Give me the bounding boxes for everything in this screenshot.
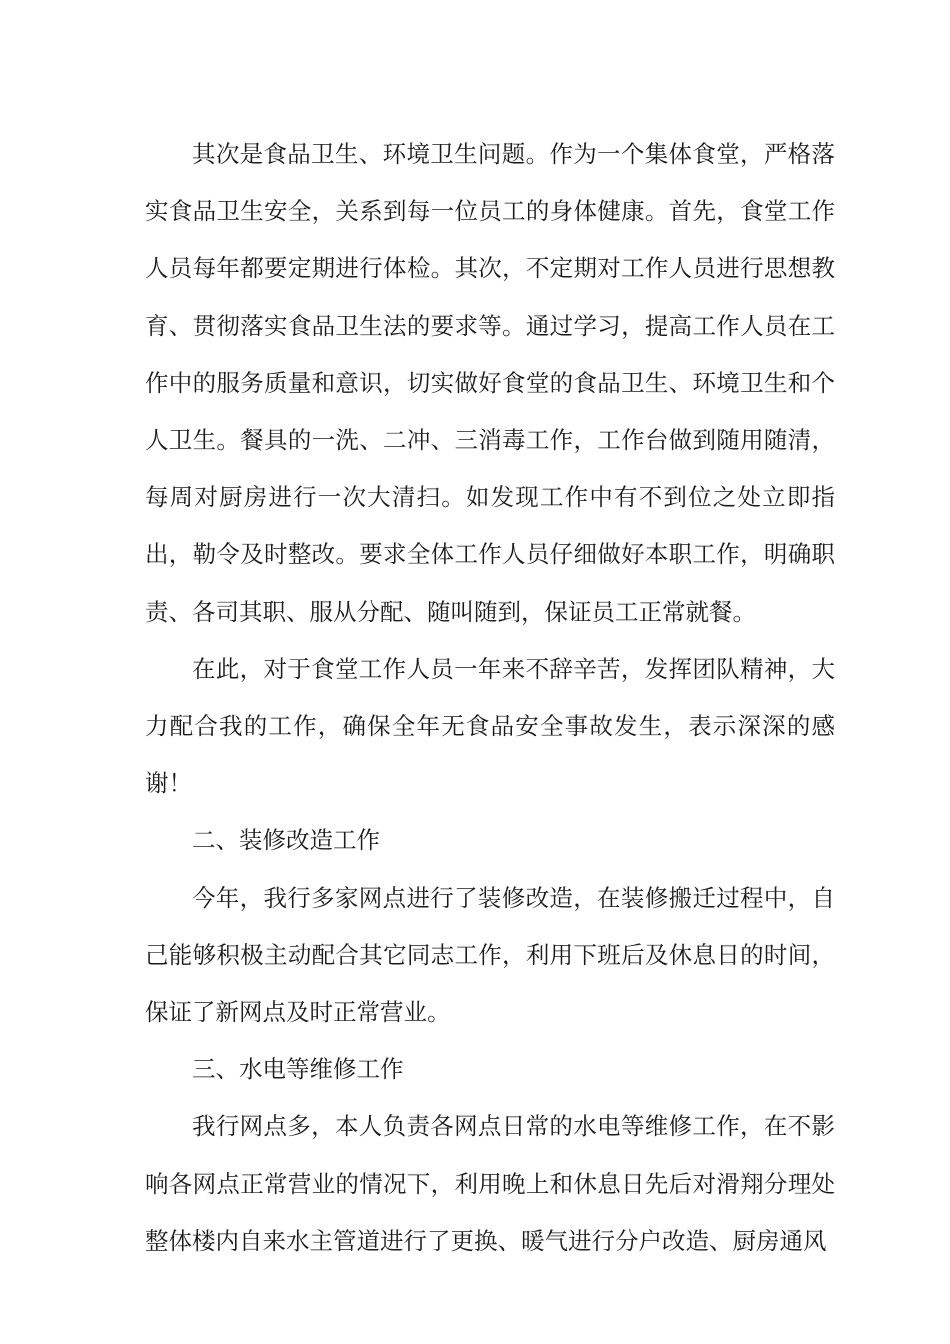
paragraph-renovation: 今年，我行多家网点进行了装修改造，在装修搬迁过程中，自己能够积极主动配合其它同志工作，利用下班后及休息日的时间，保证了新网点及时正常营业。: [145, 883, 835, 1027]
paragraph-thanks: 在此，对于食堂工作人员一年来不辞辛苦，发挥团队精神，大力配合我的工作，确保全年无食品安全事故发生，表示深深的感谢！: [145, 654, 835, 798]
section-heading-renovation: 二、装修改造工作: [192, 826, 380, 855]
paragraph-maintenance: 我行网点多，本人负责各网点日常的水电等维修工作，在不影响各网点正常营业的情况下，利用晚上和休息日先后对滑翔分理处整体楼内自来水主管道进行了更换、暖气进行分户改造、厨房通风: [145, 1112, 835, 1255]
section-heading-maintenance: 三、水电等维修工作: [192, 1055, 404, 1084]
paragraph-food-hygiene: 其次是食品卫生、环境卫生问题。作为一个集体食堂，严格落实食品卫生安全，关系到每一位员工的身体健康。首先，食堂工作人员每年都要定期进行体检。其次，不定期对工作人员进行思想教育、贯彻落实食品卫生法的要求等。通过学习，提高工作人员在工作中的服务质量和意识，切实做好食堂的食品卫生、环境卫生和个人卫生。餐具的一洗、二冲、三消毒工作，工作台做到随用随清，每周对厨房进行一次大清扫。如发现工作中有不到位之处立即指出，勒令及时整改。要求全体工作人员仔细做好本职工作，明确职责、各司其职、服从分配、随叫随到，保证员工正常就餐。: [145, 140, 835, 626]
document-body: [145, 126, 835, 1270]
